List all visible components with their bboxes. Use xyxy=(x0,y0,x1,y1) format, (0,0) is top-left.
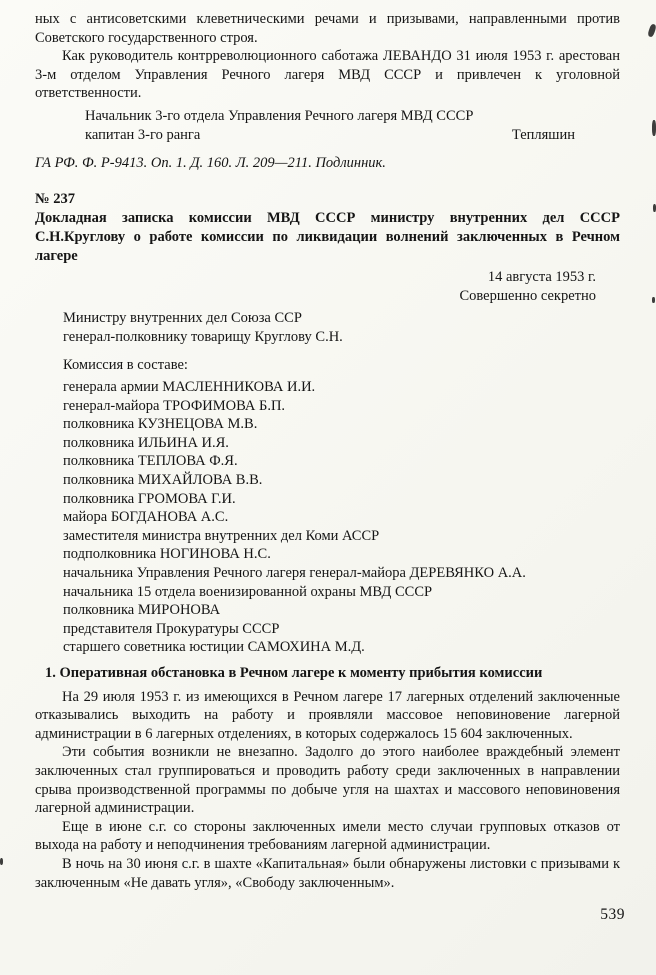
commission-member: подполковника НОГИНОВА Н.С. xyxy=(63,546,271,563)
body-paragraph: Еще в июне с.г. со стороны заключенных имели место случаи групповых отказов от выхода на работу и неподчинения требованиям лагерной администрации. xyxy=(35,818,620,854)
commission-member: заместителя министра внутренних дел Коми АССР xyxy=(63,527,380,544)
commission-member: генерала армии МАСЛЕННИКОВА И.И. xyxy=(63,379,316,396)
section-heading: 1. Оперативная обстановка в Речном лагере к моменту прибытия комиссии xyxy=(45,665,543,681)
scan-artifact xyxy=(0,858,3,865)
commission-header: Комиссия в составе: xyxy=(63,356,188,373)
body-paragraph: В ночь на 30 июня с.г. в шахте «Капитальная» были обнаружены листовки с призывами к заключенным «Не давать угля», «Свободу заключенным». xyxy=(35,855,620,891)
paragraph-continuation: ных с антисоветскими клеветническими речами и призывами, направленными против Советского государственного строя. xyxy=(35,11,620,46)
signature-rank: капитан 3-го ранга xyxy=(85,126,201,143)
commission-member: майора БОГДАНОВА А.С. xyxy=(63,509,229,526)
body-paragraph: Эти события возникли не внезапно. Задолго до этого наиболее враждебный элемент заключенных стал группироваться и проводить работу среди заключенных в направлении срыва производственной программы по добыче угля на шахтах и массового неповиновения лагерной администрации. xyxy=(35,744,620,817)
signature-block xyxy=(35,107,620,144)
addressee-line: генерал-полковнику товарищу Круглову С.Н. xyxy=(63,328,343,345)
commission-member: полковника КУЗНЕЦОВА М.В. xyxy=(63,416,258,433)
signature-name: Тепляшин xyxy=(511,126,575,143)
document-number: № 237 xyxy=(35,190,75,207)
commission-member: генерал-майора ТРОФИМОВА Б.П. xyxy=(63,397,286,414)
commission-member: полковника МИХАЙЛОВА В.В. xyxy=(63,472,263,489)
scan-artifact xyxy=(647,23,656,37)
commission-member: полковника ИЛЬИНА И.Я. xyxy=(63,434,229,451)
date-block xyxy=(35,268,620,305)
page-number: 539 xyxy=(600,906,625,923)
commission-member: начальника Управления Речного лагеря генерал-майора ДЕРЕВЯНКО А.А. xyxy=(63,565,526,582)
addressee-line: Министру внутренних дел Союза ССР xyxy=(63,310,302,327)
secrecy-stamp: Совершенно секретно xyxy=(459,287,596,304)
archive-reference: ГА РФ. Ф. Р-9413. Оп. 1. Д. 160. Л. 209—211. Подлинник. xyxy=(35,155,386,172)
body-paragraphs xyxy=(35,688,620,893)
document-date: 14 августа 1953 г. xyxy=(487,269,596,286)
commission-member: начальника 15 отдела военизированной охраны МВД СССР xyxy=(63,583,433,600)
commission-member: полковника МИРОНОВА xyxy=(63,602,221,619)
signature-row xyxy=(85,126,620,145)
signature-title-line: Начальник 3-го отдела Управления Речного лагеря МВД СССР xyxy=(85,107,474,124)
commission-member: полковника ГРОМОВА Г.И. xyxy=(63,490,236,507)
paragraph-levando-arrest: Как руководитель контрреволюционного саботажа ЛЕВАНДО 31 июля 1953 г. арестован 3-м отделом Управления Речного лагеря МВД СССР и привлечен к уголовной ответственности. xyxy=(35,48,620,102)
commission-member: представителя Прокуратуры СССР xyxy=(63,620,280,637)
commission-list xyxy=(63,378,620,657)
document-title: Докладная записка комиссии МВД СССР министру внутренних дел СССР С.Н.Круглову о работе комиссии по ликвидации волнений заключенных в Речном лагере xyxy=(35,210,620,264)
body-paragraph: На 29 июля 1953 г. из имеющихся в Речном лагере 17 лагерных отделений заключенные отказывались выходить на работу и проявляли массовое неповиновение лагерной администрации в 6 лагерных отделениях, в которых содержалось 15 604 заключенных. xyxy=(35,688,620,742)
commission-member: старшего советника юстиции САМОХИНА М.Д. xyxy=(63,639,365,656)
scan-artifact xyxy=(652,120,656,136)
scan-artifact xyxy=(652,297,655,303)
commission-member: полковника ТЕПЛОВА Ф.Я. xyxy=(63,453,238,470)
addressee-block xyxy=(63,309,620,346)
